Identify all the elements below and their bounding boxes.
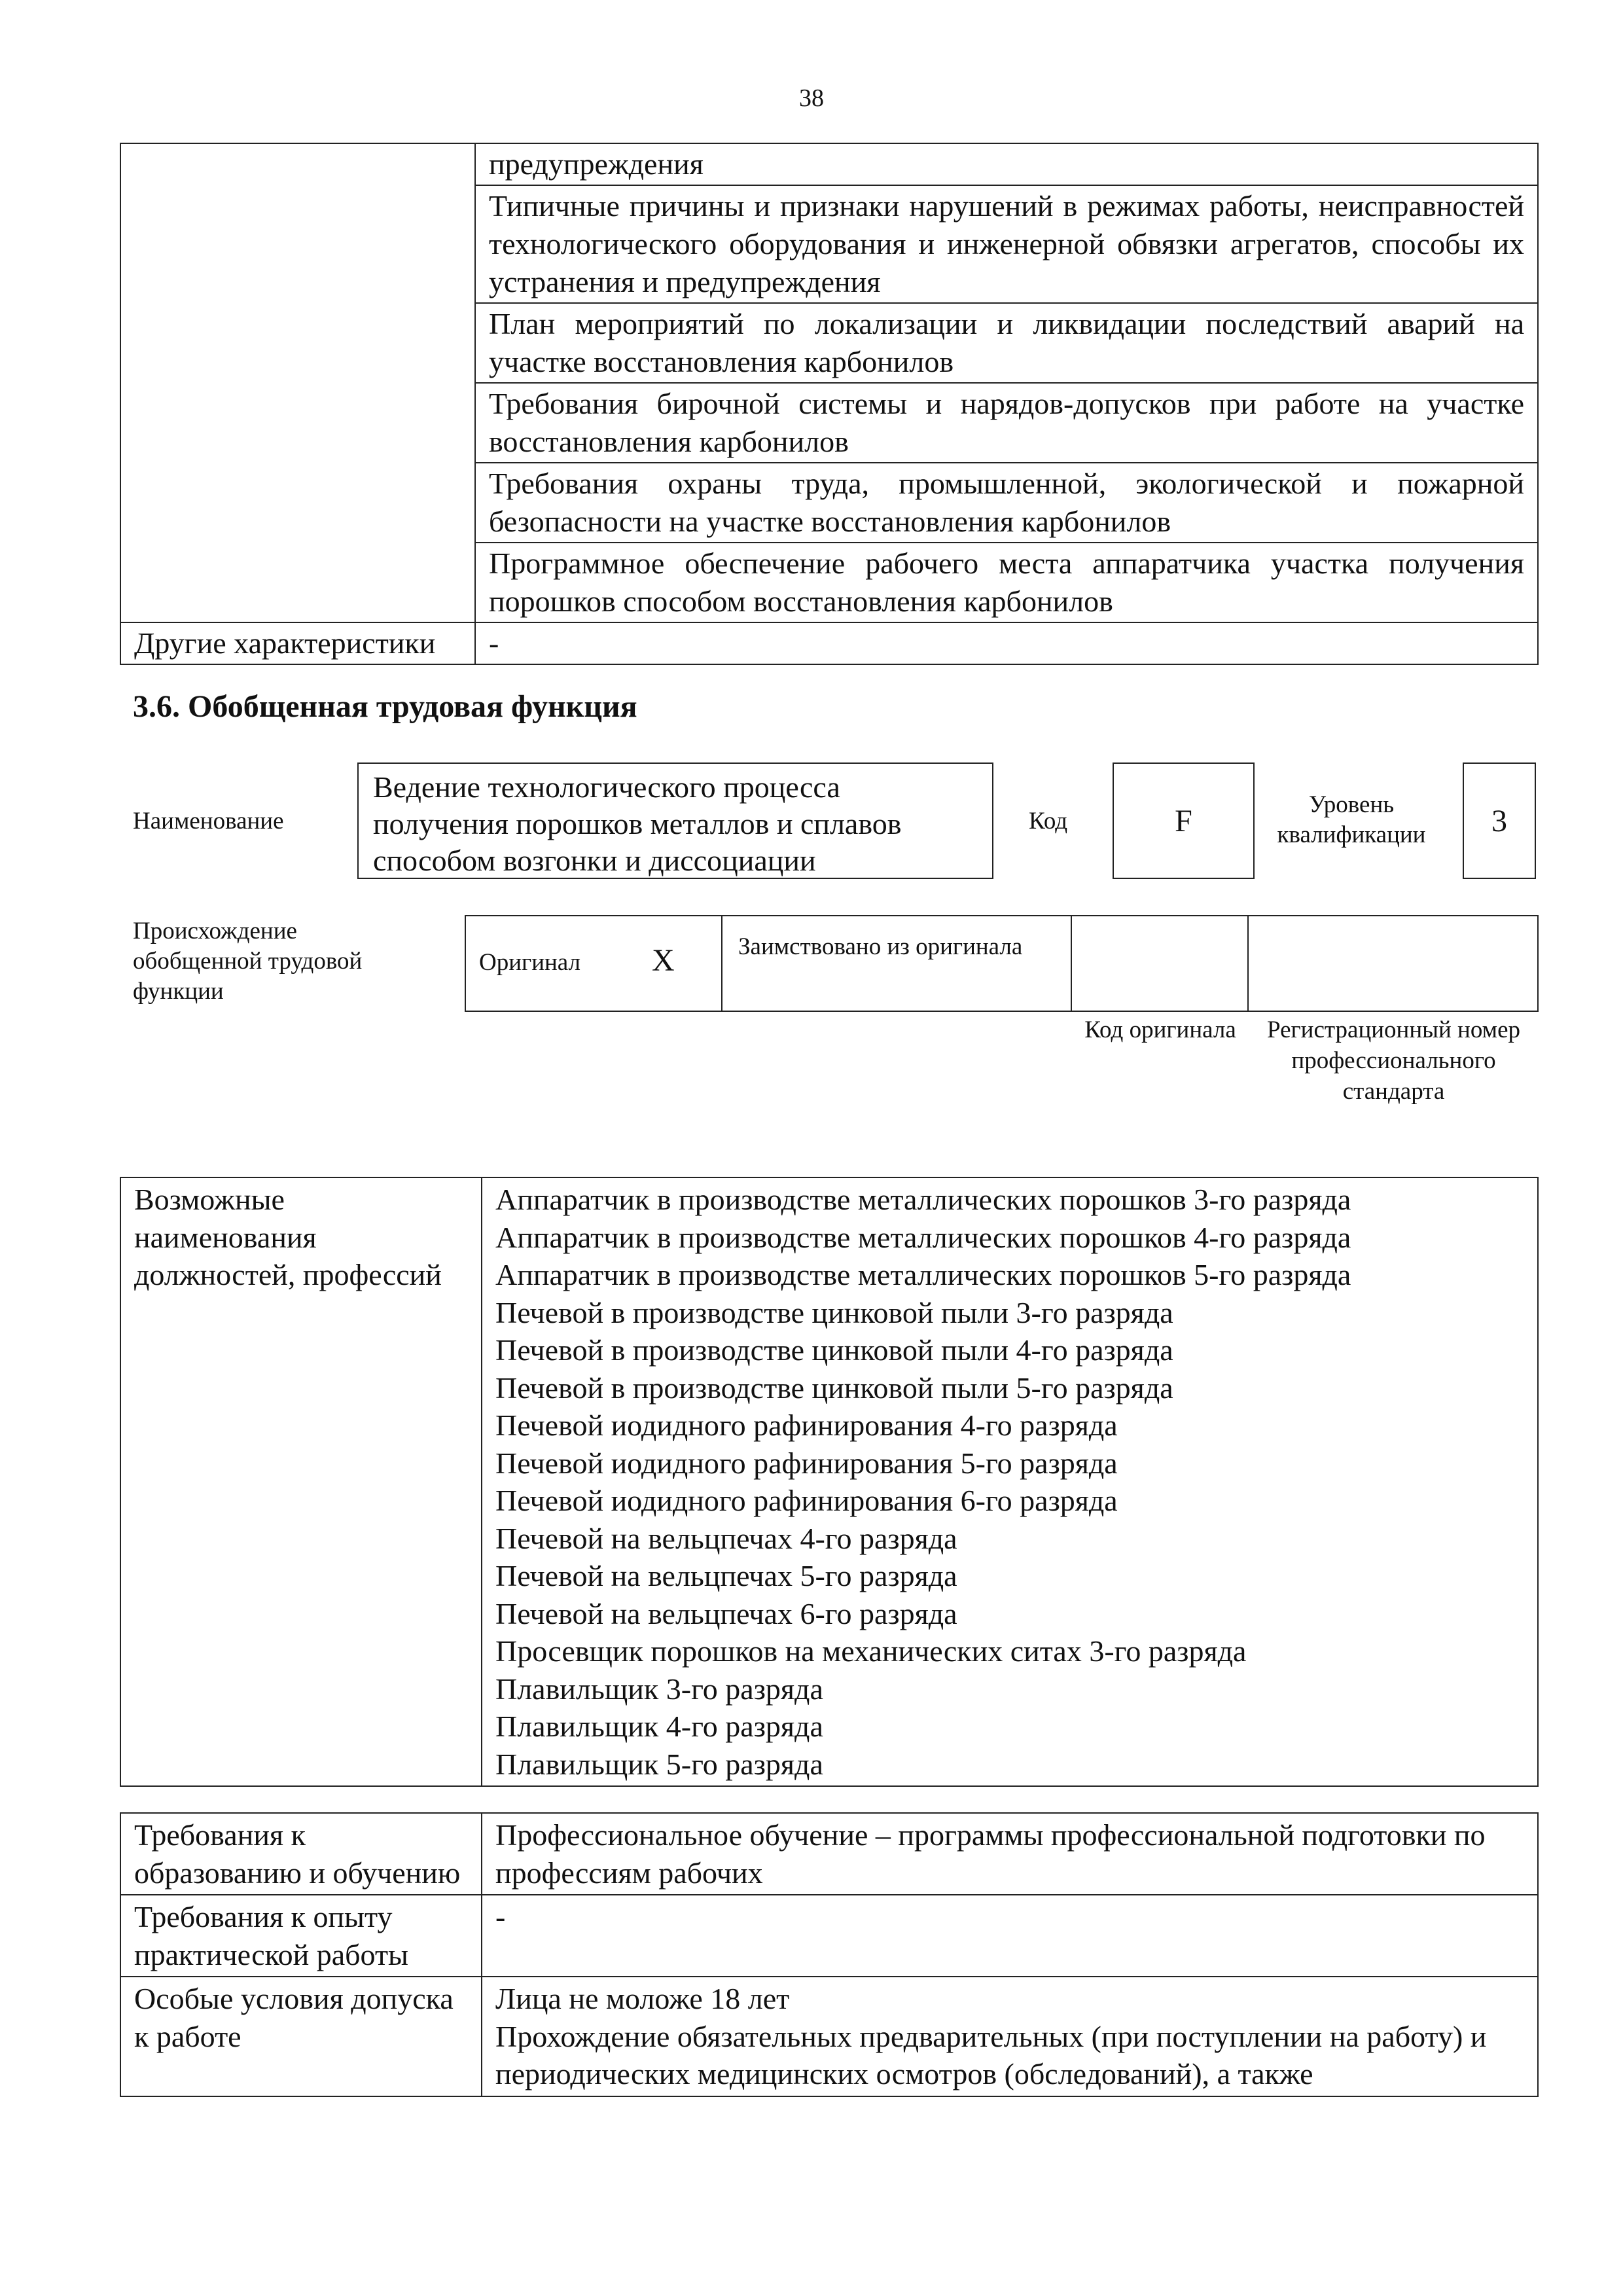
position-item: Аппаратчик в производстве металлических порошков 4-го разряда	[495, 1220, 1351, 1254]
knowledge-row: Типичные причины и признаки нарушений в режимах работы, неисправностей технологического оборудования и инженерной обвязки агрегатов, способы их устранения и предупреждения	[475, 185, 1538, 303]
original-code-cell	[1072, 915, 1249, 1012]
origin-label: Происхождение обобщенной трудовой функции	[133, 918, 363, 1005]
knowledge-row: План мероприятий по локализации и ликвидации последствий аварий на участке восстановления карбонилов	[475, 303, 1538, 383]
page-number: 38	[799, 84, 824, 112]
experience-label: Требования к опыту практической работы	[120, 1895, 482, 1977]
position-item: Плавильщик 5-го разряда	[495, 1747, 823, 1781]
original-mark: X	[652, 943, 675, 978]
position-item: Печевой на вельцпечах 6-го разряда	[495, 1596, 957, 1630]
position-item: Печевой иодидного рафинирования 5-го разряда	[495, 1446, 1118, 1480]
position-item: Печевой на вельцпечах 5-го разряда	[495, 1559, 957, 1592]
positions-list	[482, 1177, 1538, 1786]
position-item: Плавильщик 3-го разряда	[495, 1672, 823, 1706]
position-item: Печевой в производстве цинковой пыли 5-го разряда	[495, 1371, 1173, 1405]
qualification-level-label: Уровень квалификации	[1277, 791, 1426, 848]
special-conditions-value	[482, 1977, 1538, 2096]
borrowed-cell	[722, 915, 1072, 1012]
position-item: Плавильщик 4-го разряда	[495, 1710, 823, 1743]
original-cell	[465, 915, 722, 1012]
knowledge-row: предупреждения	[475, 143, 1538, 185]
special-condition-item: Прохождение обязательных предварительных (при поступлении на работу) и периодических медицинских осмотров (обследований), а также	[495, 2019, 1487, 2090]
special-condition-item: Лица не моложе 18 лет	[495, 1982, 790, 2015]
code-original-caption: Код оригинала	[1084, 1016, 1236, 1043]
borrowed-label: Заимствовано из оригинала	[738, 933, 1023, 960]
function-name-box: Ведение технологического процесса получения порошков металлов и сплавов способом возгонки и диссоциации	[357, 762, 993, 879]
position-item: Печевой в производстве цинковой пыли 4-го разряда	[495, 1333, 1173, 1367]
special-conditions-label: Особые условия допуска к работе	[120, 1977, 482, 2096]
other-characteristics-value: -	[475, 622, 1538, 664]
position-item: Печевой иодидного рафинирования 4-го разряда	[495, 1408, 1118, 1442]
qualification-level-box: 3	[1463, 762, 1536, 879]
origin-row	[465, 915, 1539, 1012]
original-label: Оригинал	[479, 949, 581, 976]
continued-knowledge-table	[120, 143, 1539, 665]
position-item: Аппаратчик в производстве металлических порошков 3-го разряда	[495, 1183, 1351, 1216]
name-label: Наименование	[133, 808, 284, 834]
position-item: Просевщик порошков на механических ситах 3-го разряда	[495, 1634, 1247, 1668]
education-label: Требования к образованию и обучению	[120, 1813, 482, 1895]
other-characteristics-label: Другие характеристики	[120, 622, 475, 664]
experience-value: -	[482, 1895, 1538, 1977]
knowledge-row: Требования охраны труда, промышленной, экологической и пожарной безопасности на участке восстановления карбонилов	[475, 463, 1538, 543]
section-title: 3.6. Обобщенная трудовая функция	[133, 689, 637, 724]
knowledge-row: Программное обеспечение рабочего места аппаратчика участка получения порошков способом восстановления карбонилов	[475, 543, 1538, 622]
positions-label: Возможные наименования должностей, профессий	[120, 1177, 482, 1786]
position-item: Печевой на вельцпечах 4-го разряда	[495, 1521, 957, 1555]
position-item: Печевой в производстве цинковой пыли 3-го разряда	[495, 1295, 1173, 1329]
positions-table	[120, 1177, 1539, 1787]
registration-number-cell	[1249, 915, 1539, 1012]
registration-number-caption: Регистрационный номер профессионального стандарта	[1266, 1016, 1520, 1105]
education-value: Профессиональное обучение – программы профессиональной подготовки по профессиям рабочих	[482, 1813, 1538, 1895]
empty-label-cell	[120, 143, 475, 622]
knowledge-row: Требования бирочной системы и нарядов-допусков при работе на участке восстановления карбонилов	[475, 383, 1538, 463]
requirements-table	[120, 1812, 1539, 2097]
position-item: Аппаратчик в производстве металлических порошков 5-го разряда	[495, 1258, 1351, 1291]
code-value-box: F	[1113, 762, 1255, 879]
code-label: Код	[1029, 808, 1068, 834]
position-item: Печевой иодидного рафинирования 6-го разряда	[495, 1484, 1118, 1517]
